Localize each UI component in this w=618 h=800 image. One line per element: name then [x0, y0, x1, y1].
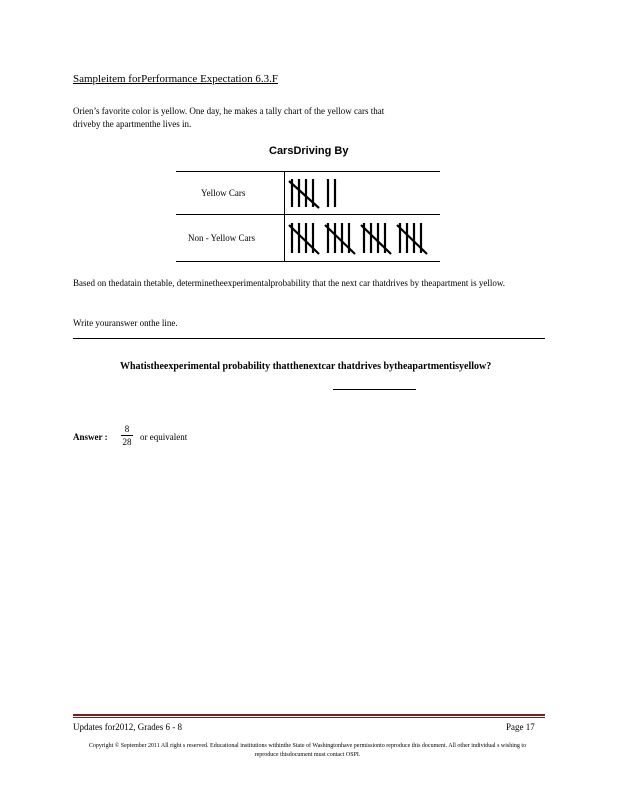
table-column-divider [284, 171, 285, 261]
row-label-yellow: Yellow Cars [201, 188, 246, 198]
tally-slash [361, 225, 391, 254]
fraction-numerator: 8 [124, 424, 130, 434]
based-on-text: Based on thedatain thetable, determinetheexperimentalprobability that the next car thatdrives by theapartment is yellow. [73, 278, 506, 288]
fraction-denominator: 28 [122, 437, 132, 447]
tally-slash [289, 225, 319, 254]
footer-rule-thin [73, 717, 545, 718]
write-answer-text: Write youranswer onthe line. [73, 318, 178, 328]
footer-page-number: Page 17 [506, 722, 535, 732]
answer-suffix: or equivalent [140, 432, 188, 442]
answer-fraction [121, 424, 133, 447]
answer-label: Answer : [73, 432, 108, 442]
question-text: Whatistheexperimental probability thatthenextcar thatdrives bytheapartmentisyellow? [120, 361, 492, 372]
table-middle-rule [176, 214, 440, 215]
section-divider [73, 338, 545, 339]
tally-slash [325, 225, 355, 254]
footer-rule-thick [73, 714, 545, 716]
footer-left-text: Updates for2012, Grades 6 - 8 [73, 722, 182, 732]
row-label-non-yellow: Non - Yellow Cars [188, 233, 256, 243]
copyright-text: Copyright © September 2011 All right s reserved. Educational institutions withinthe State of Washingtonhave permissionto reproduce this document. All other individual s wishing to reproduce thisdocument must contact OSPI. [88, 743, 527, 758]
tally-table-title: CarsDriving By [269, 145, 349, 157]
table-top-rule [176, 171, 440, 172]
intro-text: Orien’s favorite color is yellow. One day, he makes a tally chart of the yellow cars that driveby the apartmenthe lives in. [73, 106, 385, 129]
page-title [73, 73, 288, 85]
table-bottom-rule [176, 261, 440, 262]
fraction-bar [121, 435, 133, 436]
tally-slash [289, 181, 319, 208]
tally-marks-yellow [288, 176, 438, 212]
answer-line [333, 389, 416, 390]
tally-slash [397, 225, 427, 254]
title-text: Sampleitem forPerformance Expectation 6.3.F [73, 73, 278, 85]
tally-marks-non-yellow [288, 220, 438, 258]
